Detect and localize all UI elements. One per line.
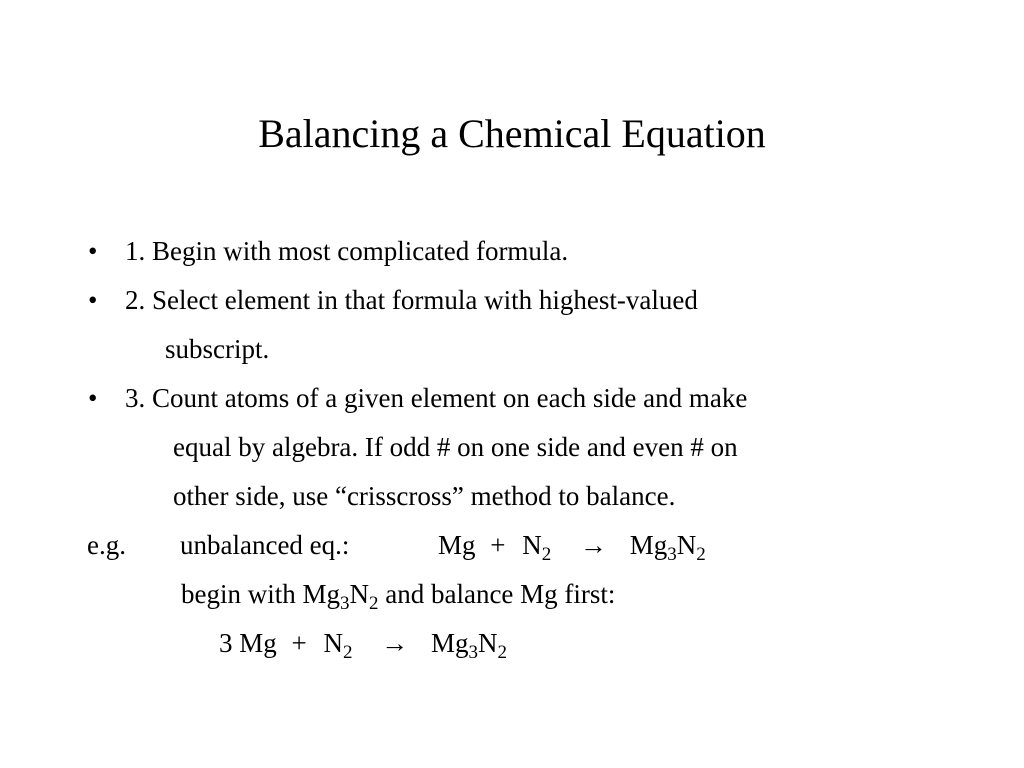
begin-text: begin with Mg (181, 579, 340, 609)
reactant-mg: Mg (438, 530, 476, 560)
begin-text: N (349, 579, 369, 609)
bullet-continuation: subscript. (165, 334, 270, 364)
bullet-continuation: other side, use “crisscross” method to balance. (173, 481, 676, 511)
subscript: 3 (468, 642, 479, 663)
bullet-text: 2. Select element in that formula with highest-valued (125, 285, 698, 315)
bullet-text: 3. Count atoms of a given element on each side and make (125, 383, 748, 413)
begin-instruction (181, 577, 616, 614)
plus-sign: + (291, 628, 307, 658)
subscript: 2 (343, 642, 353, 663)
product-n: N (676, 530, 697, 560)
reactant-n: N (522, 530, 542, 560)
reaction-arrow: → (381, 628, 409, 658)
plus-sign: + (490, 530, 506, 560)
subscript: 2 (696, 544, 706, 565)
reactant-mg-coef: 3 Mg (219, 628, 277, 658)
product-mg: Mg (629, 530, 668, 560)
subscript: 2 (497, 642, 508, 663)
bullet-marker: • (88, 383, 98, 413)
subscript: 2 (369, 593, 379, 614)
unbalanced-label: unbalanced eq.: (180, 530, 350, 560)
bullet-marker: • (88, 236, 98, 266)
product-mg: Mg (431, 628, 469, 658)
reactant-n: N (323, 628, 343, 658)
bullet-marker: • (88, 285, 98, 315)
bullet-continuation: equal by algebra. If odd # on one side and even # on (173, 432, 738, 462)
subscript: 3 (340, 593, 350, 614)
begin-text: and balance Mg first: (378, 579, 616, 609)
balanced-equation (219, 626, 508, 663)
bullet-text: 1. Begin with most complicated formula. (125, 236, 569, 266)
unbalanced-equation (438, 528, 706, 565)
reaction-arrow: → (580, 530, 607, 560)
subscript: 3 (667, 544, 677, 565)
slide-title: Balancing a Chemical Equation (258, 111, 766, 156)
eg-label: e.g. (87, 530, 126, 560)
product-n: N (478, 628, 498, 658)
subscript: 2 (541, 544, 552, 565)
